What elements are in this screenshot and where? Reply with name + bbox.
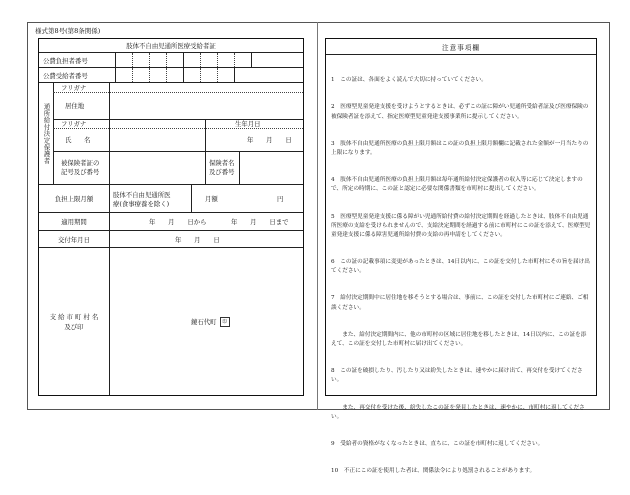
period-to: 年 月 日まで (231, 218, 289, 226)
notes-body (331, 58, 591, 495)
cap-label: 負担上限月額 (54, 195, 94, 203)
monthly-label: 月額 (205, 195, 218, 203)
insurance-label-2: 記号及び番号 (61, 168, 100, 176)
notes-panel (325, 38, 597, 475)
payer-number-label: 公費負担者番号 (43, 56, 88, 65)
note-item: 3 肢体不自由児通所医療の負担上限月額はこの証の負担上限月額欄に記載された金額が一月当たりの上限になります。 (331, 140, 589, 156)
note-item: 1 この証は、各面をよく読んで大切に持っていてください。 (331, 77, 487, 84)
issue-date-row (39, 231, 303, 248)
form-number: 様式第8号(第8条関係) (35, 27, 101, 35)
period-label: 適用期間 (61, 218, 87, 226)
note-item: また、再交付を受けた後、紛失したこの証を発見したときは、速やかに、市町村に返してください。 (331, 404, 585, 420)
certificate-title-row (39, 39, 303, 53)
certificate-title: 肢体不自由児通所医療受給者証 (126, 42, 216, 50)
note-item: 6 この証の記載事項に変更があったときは、14日以内に、この証を交付した市町村にその旨を届け出てください。 (331, 259, 590, 275)
cap-row (39, 185, 303, 213)
note-item: 2 医療型児童発達支援を受けようとするときは、必ずこの証に障がい児通所受給者証及び医療保険の被保険者証を添えて、指定医療型児童発達支援事業所に提示してください。 (331, 104, 589, 120)
certificate-table (38, 38, 304, 396)
note-item: 5 医療型児童発達支援に係る障がい児通所給付費の給付決定期間を経過したときは、肢体不自由児通所医療の支給を受けられませんので、支給決定期間を経過する前に市町村にこの証を添えて、医療型児童発達支援に係る障害児通所給付費の支給の再申請をしてください。 (331, 213, 591, 238)
seal-stamp: 印 (220, 317, 230, 327)
insurer-label-2: 及び番号 (209, 168, 235, 176)
address-furigana-label: フリガナ (61, 84, 87, 92)
notes-title: 注意事項欄 (326, 39, 596, 55)
municipality-label-1: 支 給 市 町 村 名 (49, 312, 99, 321)
municipality-label-2: 及び印 (64, 322, 84, 331)
period-from: 年 月 日から (149, 218, 207, 226)
recipient-number-label: 公費受給者番号 (43, 71, 88, 80)
birthdate-label: 生年月日 (235, 120, 261, 128)
address-label: 居住地 (65, 102, 85, 110)
insurance-label-1: 被保険者証の (61, 159, 100, 167)
note-item: 4 肢体不自由児通所医療の負担上限月額は毎年通所給付決定保護者の収入等に応じて決定しますので、所定の時期に、この証と認定に必要な関係書類を市町村に提出してください。 (331, 177, 583, 193)
recipient-number-row (39, 68, 303, 83)
period-row (39, 213, 303, 231)
birthdate-value: 年 月 日 (247, 136, 292, 144)
issue-date-value: 年 月 日 (175, 235, 220, 244)
cap-type-1: 肢体不自由児通所医 (113, 190, 171, 199)
payer-number-row (39, 53, 303, 68)
issue-date-label: 交付年月日 (58, 235, 90, 244)
insurer-label-1: 保険者名 (209, 159, 235, 167)
note-item: 8 この証を破損したり、汚したり又は紛失したときは、速やかに届け出て、再交付を受けてください。 (331, 368, 583, 384)
guardian-block (39, 83, 303, 185)
fold-line (317, 22, 318, 410)
note-item: 9 受給者の資格がなくなったときは、直ちに、この証を市町村に返してください。 (331, 440, 544, 447)
cap-type-2: 療(食事療養を除く) (113, 199, 170, 208)
yen-unit: 円 (277, 195, 284, 203)
municipality-name: 鏡石代町 (191, 318, 217, 326)
name-furigana-label: フリガナ (61, 120, 87, 128)
municipality-row (39, 248, 303, 395)
note-item: また、給付決定期間内に、他の市町村の区域に居住地を移したときは、14日以内に、この証を添えて、この証を交付した市町村に届け出てください。 (331, 331, 587, 347)
note-item: 7 給付決定期間中に居住地を移そうとする場合は、事前に、この証を交付した市町村にご連絡、ご相談ください。 (331, 295, 589, 311)
name-label: 氏 名 (65, 136, 91, 144)
note-item: 10 不正にこの証を使用した者は、関係法令により処罰されることがあります。 (331, 468, 536, 475)
guardian-label: 通所給付決定保護者 (42, 102, 50, 165)
